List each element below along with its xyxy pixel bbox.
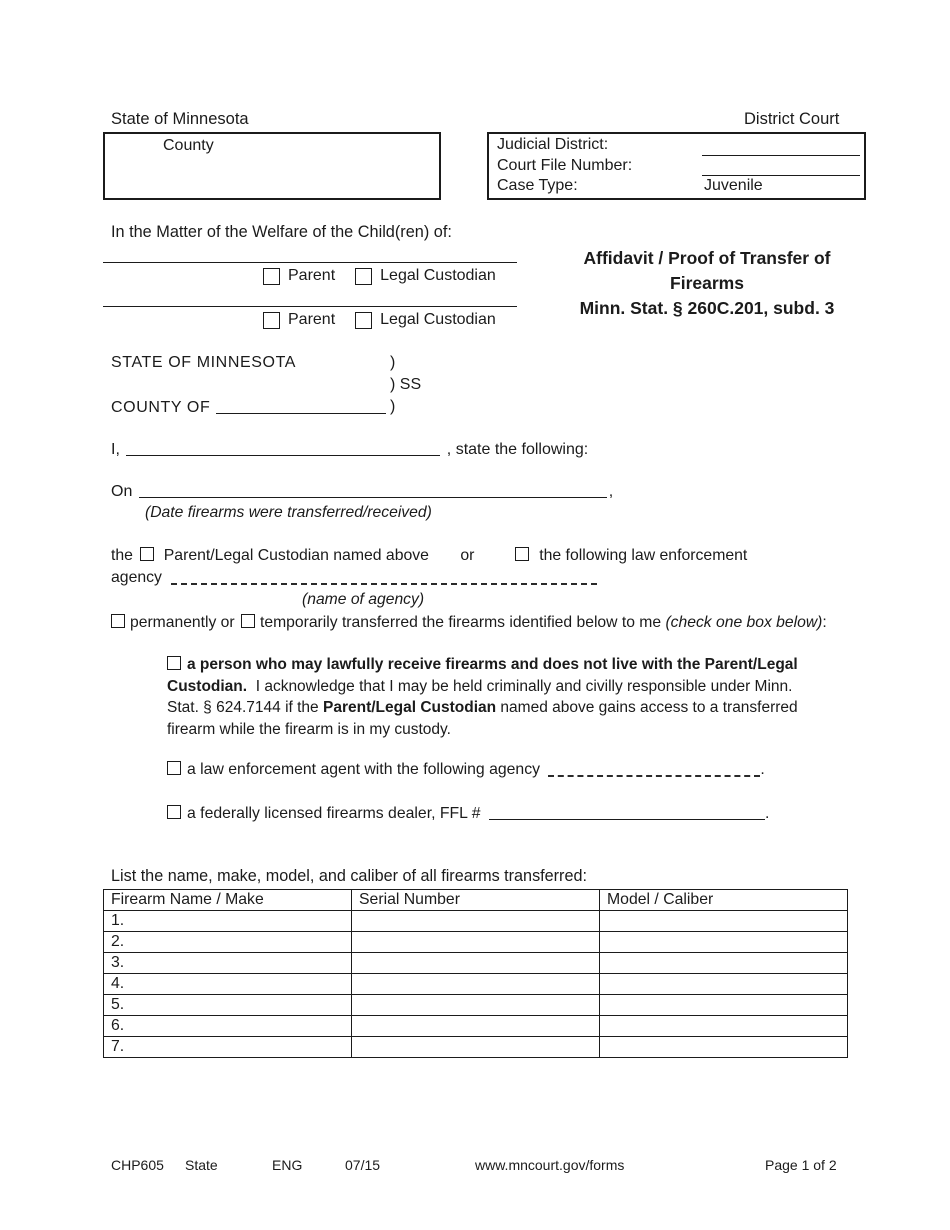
agent-label: a law enforcement agent with the following agency [187, 761, 541, 778]
parent-option-checkbox[interactable] [140, 547, 154, 561]
ffl-checkbox[interactable] [167, 805, 181, 819]
affiant-name-input[interactable] [126, 440, 440, 456]
table-row [104, 995, 848, 1016]
date-input[interactable] [139, 482, 607, 498]
form-title-line2: Firearms [670, 273, 744, 293]
form-title-line1: Affidavit / Proof of Transfer of [583, 248, 831, 268]
case-type-label: Case Type: [497, 177, 578, 195]
child-name-line-1[interactable] [103, 262, 517, 263]
row-3-name-cell[interactable]: 3. [104, 953, 352, 974]
person-bold-2: Parent/Legal Custodian [322, 699, 497, 716]
judicial-district-input[interactable] [702, 135, 860, 156]
parent-option-label: Parent/Legal Custodian named above [163, 547, 429, 564]
agent-checkbox[interactable] [167, 761, 181, 775]
footer-form-id: CHP605 [111, 1157, 164, 1173]
permanently-checkbox[interactable] [111, 614, 125, 628]
agent-option [167, 761, 765, 779]
transferor-line [111, 547, 747, 565]
row-5-serial-cell[interactable] [352, 995, 600, 1016]
table-row [104, 953, 848, 974]
form-statute: Minn. Stat. § 260C.201, subd. 3 [579, 298, 835, 318]
agency-name-input[interactable] [171, 571, 597, 585]
table-row [104, 932, 848, 953]
table-row [104, 1016, 848, 1037]
child-name-line-2[interactable] [103, 306, 517, 307]
person-checkbox[interactable] [167, 656, 181, 670]
row-2-model-cell[interactable] [600, 932, 848, 953]
row-7-name-cell[interactable]: 7. [104, 1037, 352, 1058]
matter-caption: In the Matter of the Welfare of the Child(ren) of: [111, 223, 452, 241]
venue-state: STATE OF MINNESOTA [111, 354, 297, 371]
agency-line [111, 569, 597, 587]
person-text-2: named above gains access to a transferred firearm while the firearm is in my custody. [167, 699, 798, 738]
transferor-the: the [111, 547, 133, 564]
row-2-name-cell[interactable]: 2. [104, 932, 352, 953]
row-7-model-cell[interactable] [600, 1037, 848, 1058]
ffl-period: . [764, 805, 770, 822]
table-intro: List the name, make, model, and caliber of all firearms transferred: [111, 867, 587, 885]
legal-custodian-checkbox-1[interactable] [355, 268, 372, 285]
transfer-type-note: (check one box below) [665, 614, 823, 631]
transferor-or: or [460, 547, 475, 564]
agency-option-checkbox[interactable] [515, 547, 529, 561]
row-4-model-cell[interactable] [600, 974, 848, 995]
judicial-district-label: Judicial District: [497, 136, 609, 153]
table-row [104, 974, 848, 995]
party-row-1 [263, 267, 496, 285]
date-note: (Date firearms were transferred/received) [145, 504, 432, 521]
affiant-prefix: I, [111, 441, 120, 458]
person-text-1: I acknowledge that I may be held criminally and civilly responsible under Minn. Stat. § 624.7144 if the [167, 677, 793, 716]
row-1-model-cell[interactable] [600, 911, 848, 932]
venue-paren-1: ) [390, 354, 396, 371]
legal-custodian-label-1: Legal Custodian [380, 267, 496, 284]
party-row-2 [263, 311, 496, 329]
court-info-box [487, 132, 866, 200]
agency-word: agency [111, 569, 162, 586]
footer-website: www.mncourt.gov/forms [475, 1157, 625, 1173]
row-5-name-cell[interactable]: 5. [104, 995, 352, 1016]
table-row [104, 1037, 848, 1058]
person-option [167, 654, 819, 740]
case-type-value: Juvenile [704, 177, 763, 195]
footer-revision-date: 07/15 [345, 1157, 381, 1173]
legal-custodian-label-2: Legal Custodian [380, 311, 496, 328]
legal-custodian-checkbox-2[interactable] [355, 312, 372, 329]
ffl-number-input[interactable] [489, 804, 765, 820]
parent-checkbox-1[interactable] [263, 268, 280, 285]
col-model-caliber: Model / Caliber [600, 890, 848, 911]
temporarily-checkbox[interactable] [241, 614, 255, 628]
footer-page-number: Page 1 of 2 [765, 1157, 837, 1173]
row-1-serial-cell[interactable] [352, 911, 600, 932]
col-serial-number: Serial Number [352, 890, 600, 911]
row-3-model-cell[interactable] [600, 953, 848, 974]
venue-paren-2: ) [390, 398, 396, 415]
parent-label-2: Parent [288, 311, 336, 328]
date-suffix: , [608, 483, 614, 500]
row-6-name-cell[interactable]: 6. [104, 1016, 352, 1037]
table-header-row [104, 890, 848, 911]
parent-label-1: Parent [288, 267, 336, 284]
col-firearm-name: Firearm Name / Make [104, 890, 352, 911]
venue-county-of: COUNTY OF [111, 399, 211, 416]
ffl-label: a federally licensed firearms dealer, FFL # [187, 805, 481, 822]
county-box [103, 132, 441, 200]
agent-agency-input[interactable] [548, 763, 760, 777]
row-2-serial-cell[interactable] [352, 932, 600, 953]
venue-county-input[interactable] [216, 398, 386, 414]
county-label: County [163, 137, 214, 154]
footer-language: ENG [272, 1157, 303, 1173]
affiant-line [111, 440, 588, 459]
form-title [554, 246, 860, 321]
agency-note: (name of agency) [302, 591, 425, 608]
venue-ss: ) SS [390, 376, 422, 393]
row-4-name-cell[interactable]: 4. [104, 974, 352, 995]
date-prefix: On [111, 483, 133, 500]
agent-period: . [760, 761, 765, 778]
date-line [111, 482, 613, 501]
venue-county-line [111, 398, 386, 417]
court-caption: District Court [744, 110, 840, 128]
parent-checkbox-2[interactable] [263, 312, 280, 329]
person-bold-text: a person who may lawfully receive firearms and does not live with the Parent/Legal Custodian. [167, 656, 798, 695]
agency-option-label: the following law enforcement [539, 547, 748, 564]
footer-state: State [185, 1157, 218, 1173]
row-5-model-cell[interactable] [600, 995, 848, 1016]
ffl-option [167, 804, 769, 823]
court-file-number-label: Court File Number: [497, 156, 633, 174]
firearms-table [103, 889, 848, 1058]
court-file-number-input[interactable] [702, 156, 860, 177]
row-6-serial-cell[interactable] [352, 1016, 600, 1037]
affiant-suffix: , state the following: [446, 441, 589, 458]
row-4-serial-cell[interactable] [352, 974, 600, 995]
row-1-name-cell[interactable]: 1. [104, 911, 352, 932]
row-3-serial-cell[interactable] [352, 953, 600, 974]
permanently-label: permanently or [130, 614, 235, 631]
transfer-type-colon: : [822, 614, 827, 631]
transfer-type-line [111, 612, 835, 634]
table-row [104, 911, 848, 932]
state-caption: State of Minnesota [111, 110, 249, 128]
row-7-serial-cell[interactable] [352, 1037, 600, 1058]
temporarily-label: temporarily transferred the firearms identified below to me [260, 614, 662, 631]
row-6-model-cell[interactable] [600, 1016, 848, 1037]
